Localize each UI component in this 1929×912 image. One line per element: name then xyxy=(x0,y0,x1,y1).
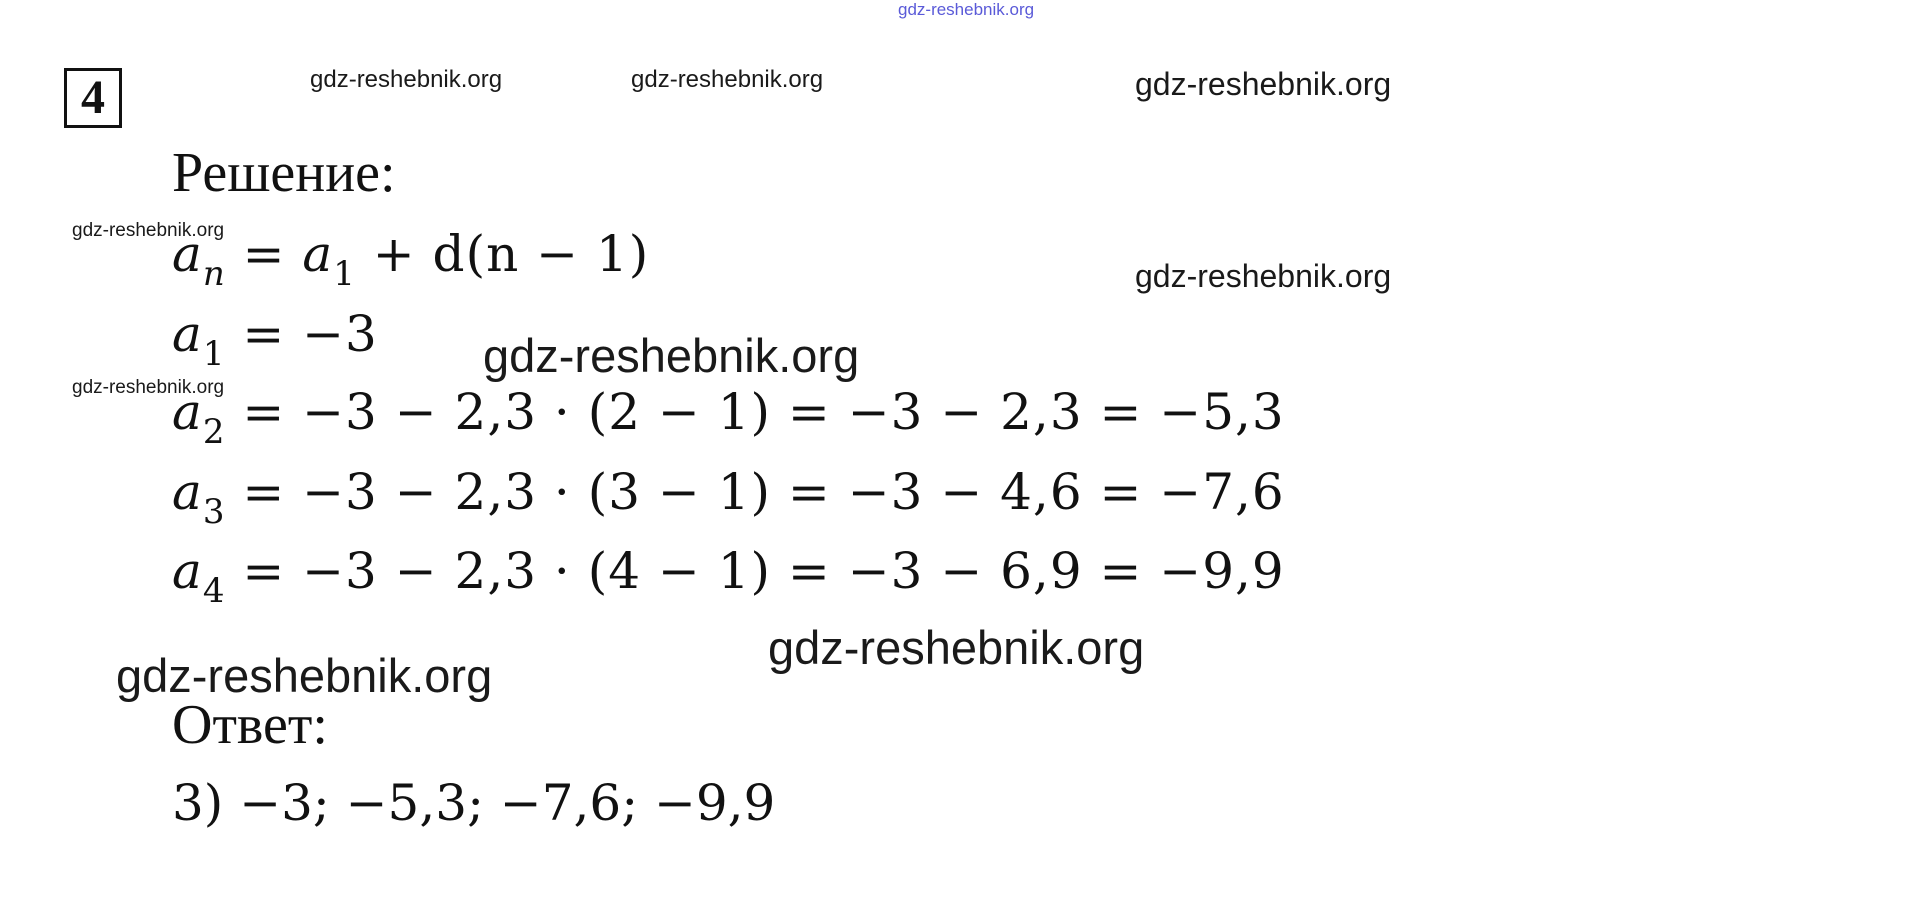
equation-var: a xyxy=(172,542,203,600)
task-number-badge: 4 xyxy=(64,68,122,128)
watermark: gdz-reshebnik.org xyxy=(1135,258,1392,294)
watermark: gdz-reshebnik.org xyxy=(72,220,225,241)
equation-sub: 1 xyxy=(202,334,226,374)
general-formula: $a_n = a_1 + d(n - 1)$ xyxy=(172,225,650,294)
watermark: gdz-reshebnik.org xyxy=(310,66,503,93)
equation-line xyxy=(172,304,378,374)
answer-heading: Ответ: xyxy=(172,694,328,756)
solution-heading: Решение: xyxy=(172,142,396,204)
watermark: gdz-reshebnik.org xyxy=(116,649,493,702)
equation-var: a xyxy=(172,305,203,363)
equation-line xyxy=(172,382,1285,452)
equation-var: a xyxy=(172,463,203,521)
equation-sub: 3 xyxy=(202,492,226,532)
equation-sub: 4 xyxy=(202,571,226,611)
equation-expr: = −3 xyxy=(225,305,378,363)
equation-expr: = −3 − 2,3 · (4 − 1) = −3 − 6,9 = −9,9 xyxy=(225,542,1285,600)
formula-rest: + d(n − 1) xyxy=(355,225,650,283)
formula-lhs-sub: n xyxy=(202,254,226,294)
watermark: gdz-reshebnik.org xyxy=(768,621,1145,674)
equation-line xyxy=(172,541,1285,611)
equation-expr: = −3 − 2,3 · (3 − 1) = −3 − 4,6 = −7,6 xyxy=(225,463,1285,521)
watermark-top: gdz-reshebnik.org xyxy=(898,0,1035,19)
equation-var: a xyxy=(172,383,203,441)
watermark: gdz-reshebnik.org xyxy=(72,377,225,398)
formula-rhs-sub: 1 xyxy=(333,254,356,294)
equation-expr: = −3 − 2,3 · (2 − 1) = −3 − 2,3 = −5,3 xyxy=(225,383,1285,441)
equation-sub: 2 xyxy=(202,412,226,452)
answer-text: 3) −3; −5,3; −7,6; −9,9 xyxy=(172,774,776,832)
formula-lhs-var: a xyxy=(172,225,203,283)
watermark: gdz-reshebnik.org xyxy=(483,329,860,382)
watermark: gdz-reshebnik.org xyxy=(631,66,824,93)
equation-line xyxy=(172,462,1285,532)
formula-rhs-var: a xyxy=(302,225,334,283)
watermark: gdz-reshebnik.org xyxy=(1135,66,1392,102)
